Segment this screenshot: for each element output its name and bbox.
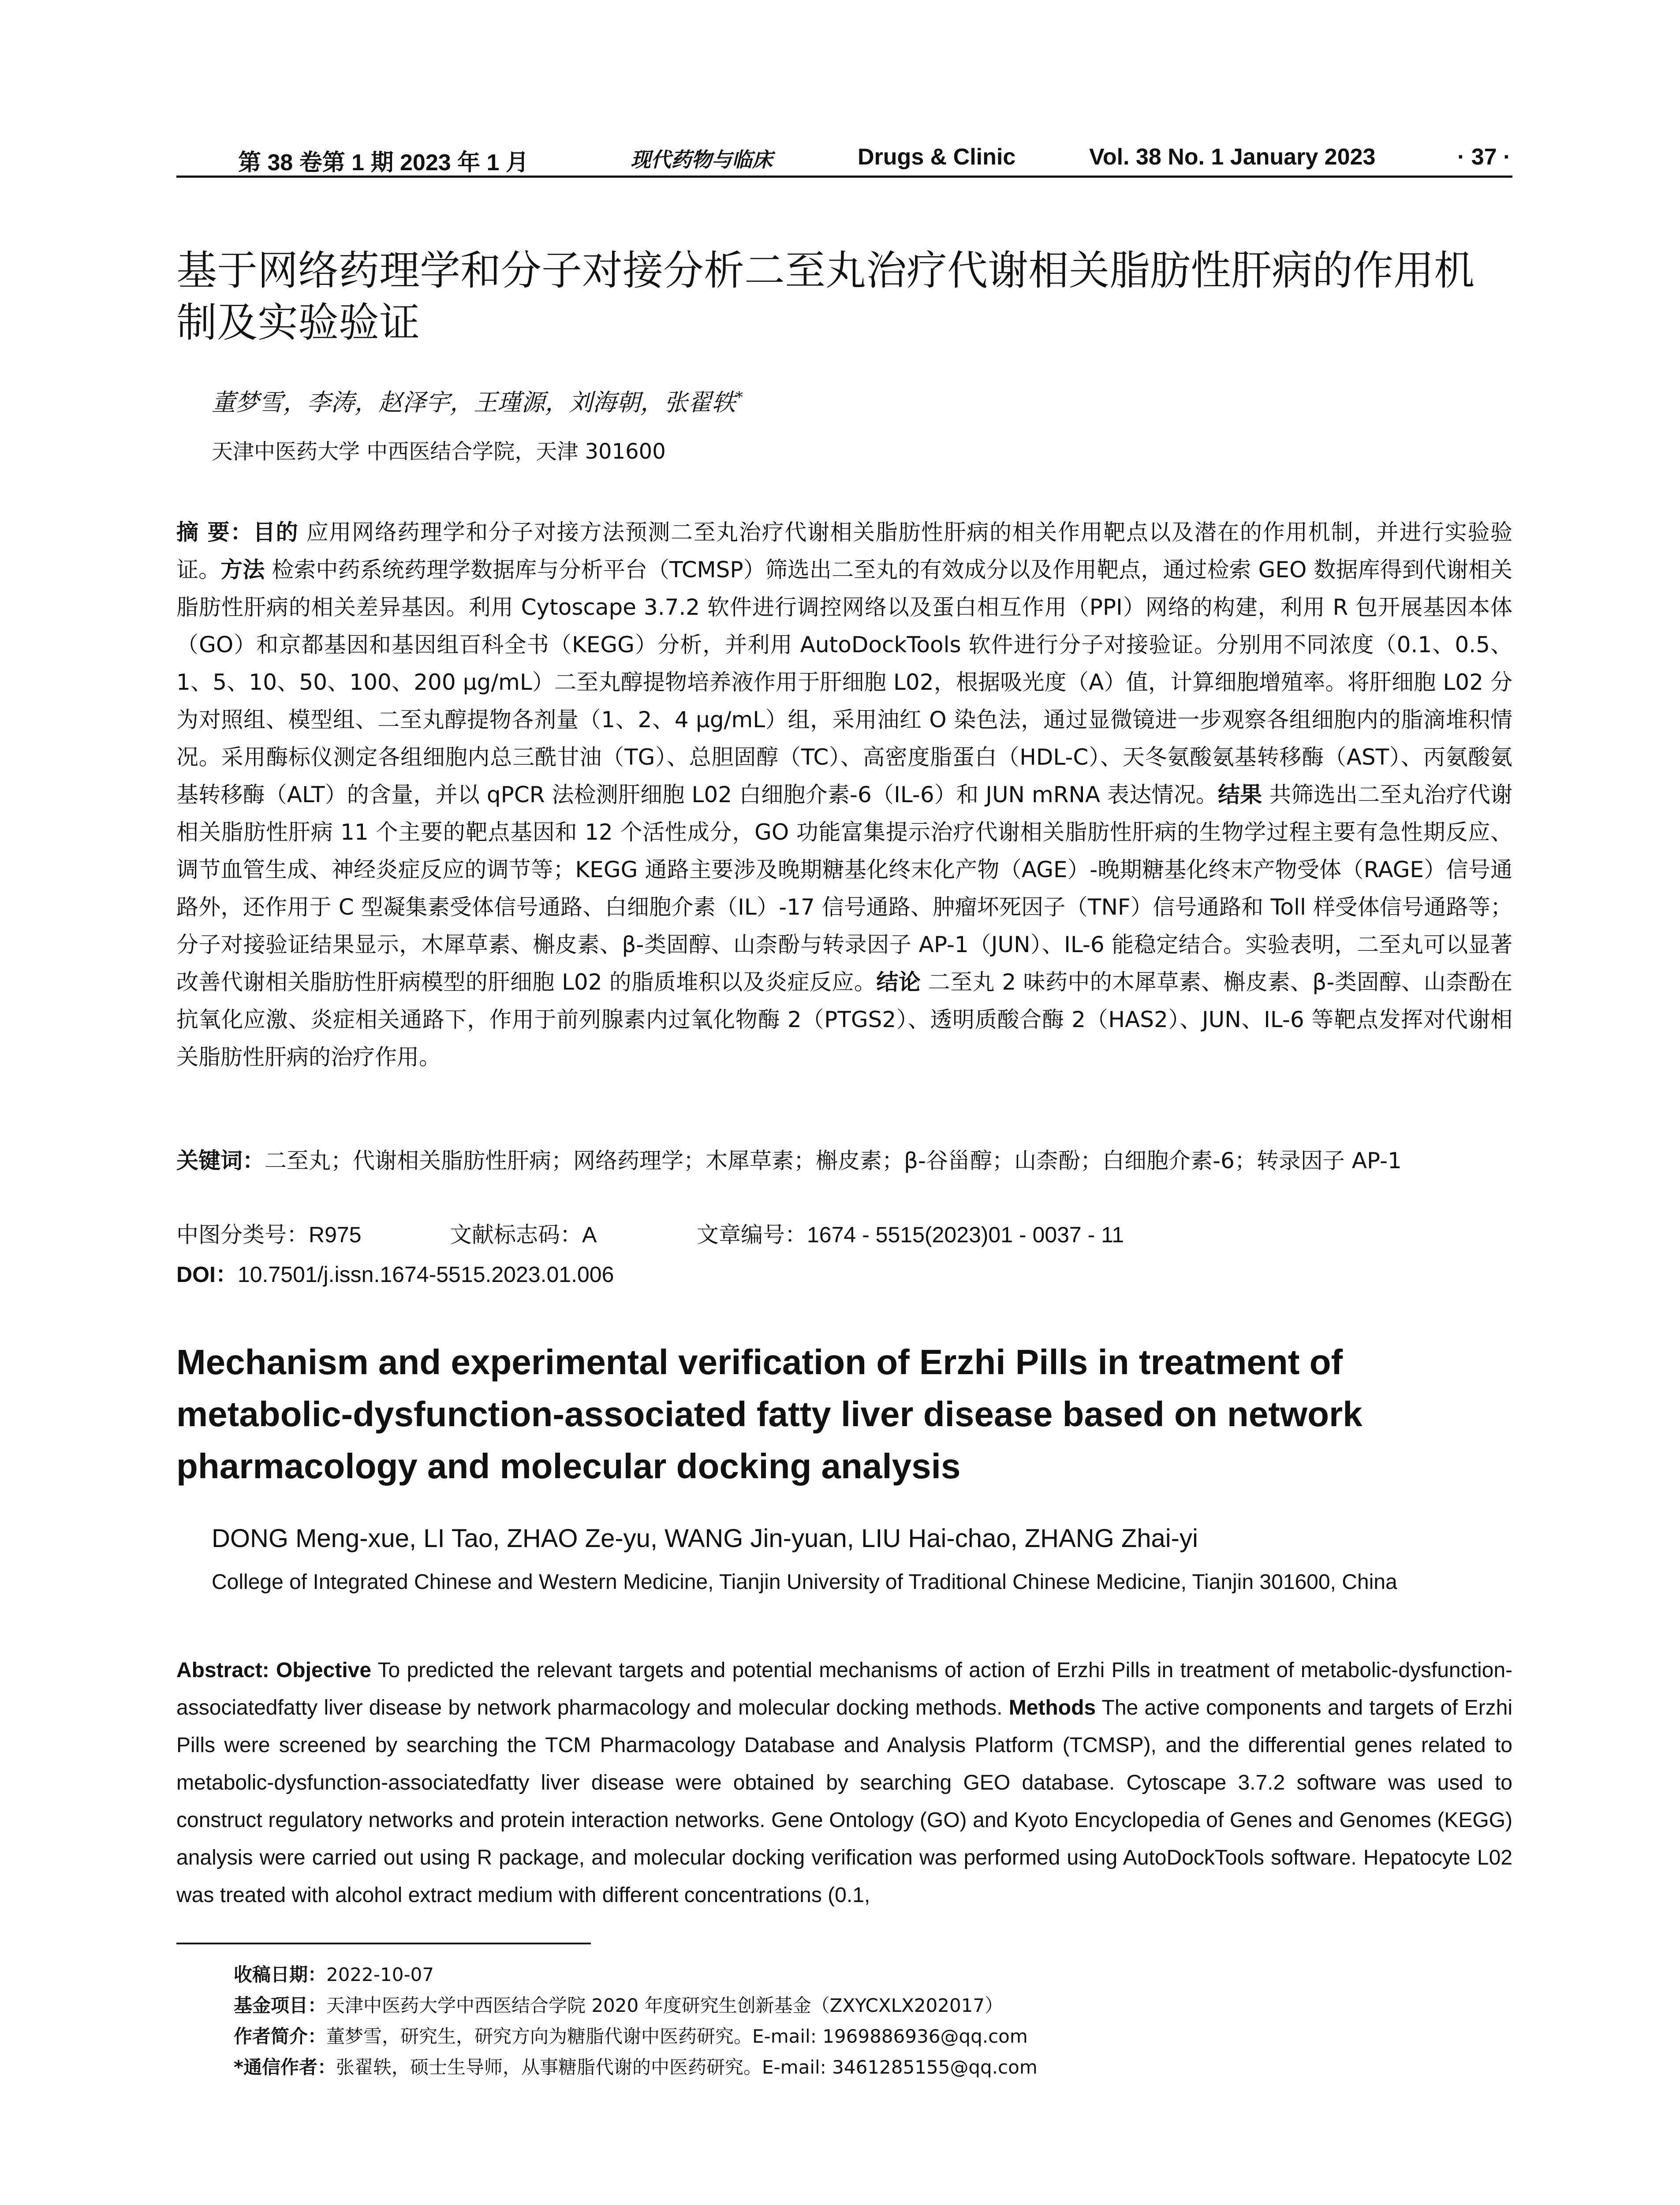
objective-label-cn: 目的 [253, 519, 299, 545]
methods-label-en: Methods [1008, 1696, 1096, 1719]
authors-en: DONG Meng-xue, LI Tao, ZHAO Ze-yu, WANG Jin-yuan, LIU Hai-chao, ZHANG Zhai-yi [212, 1524, 1198, 1553]
results-text-cn: 共筛选出二至丸治疗代谢相关脂肪性肝病 11 个主要的靶点基因和 12 个活性成分，GO 功能富集提示治疗代谢相关脂肪性肝病的生物学过程主要有急性期反应、调节血管生成、神经炎症反应的调节等；KEGG 通路主要涉及晚期糖基化终末化产物（AGE）-晚期糖基化终末产物受体（RAGE）信号通路外，还作用于 C 型凝集素受体信号通路、白细胞介素（IL）-17 信号通路、肿瘤坏死因子（TNF）信号通路和 Toll 样受体信号通路等；分子对接验证结果显示，木犀草素、槲皮素、β-类固醇、山柰酚与转录因子 AP-1（JUN）、IL-6 能稳定结合。实验表明，二至丸可以显著改善代谢相关脂肪性肝病模型的肝细胞 L02 的脂质堆积以及炎症反应。 [176, 782, 1512, 995]
journal-name-en: Drugs & Clinic [858, 144, 1016, 170]
page-number: · 37 · [1457, 144, 1511, 170]
fund-label: 基金项目： [234, 1995, 327, 2016]
footnote-fund [234, 1991, 1512, 2018]
footnote-divider [176, 1943, 591, 1944]
objective-text-cn: 应用网络药理学和分子对接方法预测二至丸治疗代谢相关脂肪性肝病的相关作用靶点以及潜在的作用机制，并进行实验验证。 [176, 519, 1512, 583]
footnote-corresponding [234, 2053, 1512, 2079]
conclusion-text-cn: 二至丸 2 味药中的木犀草素、槲皮素、β-类固醇、山柰酚在抗氧化应激、炎症相关通路下，作用于前列腺素内过氧化物酶 2（PTGS2）、透明质酸合酶 2（HAS2）、JUN、IL-6 等靶点发挥对代谢相关脂肪性肝病的治疗作用。 [176, 969, 1513, 1070]
footnote-author-bio [234, 2022, 1512, 2048]
methods-label-cn: 方法 [220, 557, 265, 583]
author-bio-text: 董梦雪，研究生，研究方向为糖脂代谢中医药研究。E-mail: 1969886936@qq.com [326, 2026, 1028, 2047]
received-date: 2022-10-07 [326, 1964, 434, 1985]
methods-text-en: The active components and targets of Erzhi Pills were screened by searching the TCM Pharmacology Database and Analysis Platform (TCMSP), and the differential genes related to metabolic-dysfunction-associatedfatty liver disease were obtained by searching GEO database. Cytoscape 3.7.2 software was used to construct regulatory networks and protein interaction networks. Gene Ontology (GO) and Kyoto Encyclopedia of Genes and Genomes (KEGG) analysis were carried out using R package, and molecular docking verification was performed using AutoDockTools software. Hepatocyte L02 was treated with alcohol extract medium with different concentrations (0.1, [176, 1696, 1513, 1907]
abstract-en [176, 1652, 1512, 1914]
methods-text-cn: 检索中药系统药理学数据库与分析平台（TCMSP）筛选出二至丸的有效成分以及作用靶点，通过检索 GEO 数据库得到代谢相关脂肪性肝病的相关差异基因。利用 Cytoscape 3.7.2 软件进行调控网络以及蛋白相互作用（PPI）网络的构建，利用 R 包开展基因本体（GO）和京都基因和基因组百科全书（KEGG）分析，并利用 AutoDockTools 软件进行分子对接验证。分别用不同浓度（0.1、0.5、1、5、10、50、100、200 μg/mL）二至丸醇提物培养液作用于肝细胞 L02，根据吸光度（A）值，计算细胞增殖率。将肝细胞 L02 分为对照组、模型组、二至丸醇提物各剂量（1、2、4 μg/mL）组，采用油红 O 染色法，通过显微镜进一步观察各组细胞内的脂滴堆积情况。采用酶标仪测定各组细胞内总三酰甘油（TG）、总胆固醇（TC）、高密度脂蛋白（HDL-C）、天冬氨酸氨基转移酶（AST）、丙氨酸氨基转移酶（ALT）的含量，并以 qPCR 法检测肝细胞 L02 白细胞介素-6（IL-6）和 JUN mRNA 表达情况。 [176, 557, 1513, 807]
keywords-label-cn: 关键词： [176, 1148, 265, 1174]
keywords-text-cn: 二至丸；代谢相关脂肪性肝病；网络药理学；木犀草素；槲皮素；β-谷甾醇；山柰酚；白细胞介素-6；转录因子 AP-1 [265, 1148, 1402, 1174]
issue-info-cn: 第 38 卷第 1 期 2023 年 1 月 [238, 150, 529, 176]
authors-cn [212, 384, 743, 418]
title-en: Mechanism and experimental verification of Erzhi Pills in treatment of metabolic-dysfunction-associated fatty liver disease based on network pharmacology and molecular docking analysis [176, 1342, 1363, 1486]
classification-line [176, 1217, 1512, 1252]
document-code: 文献标志码：A [450, 1222, 597, 1247]
article-number: 文章编号：1674 - 5515(2023)01 - 0037 - 11 [697, 1222, 1124, 1247]
corresponding-text: 张翟轶，硕士生导师，从事糖脂代谢的中医药研究。E-mail: 3461285155@qq.com [336, 2056, 1038, 2078]
authors-cn-names: 董梦雪，李涛，赵泽宇，王瑾源，刘海朝，张翟轶 [212, 389, 735, 416]
footnote-received [234, 1960, 1512, 1987]
corresponding-mark: * [735, 389, 743, 406]
author-bio-label: 作者简介： [234, 2026, 327, 2047]
volume-info-en: Vol. 38 No. 1 January 2023 [1089, 144, 1376, 170]
conclusion-label-cn: 结论 [876, 969, 921, 995]
received-label: 收稿日期： [234, 1964, 327, 1985]
doi-label: DOI： [176, 1262, 238, 1287]
title-cn: 基于网络药理学和分子对接分析二至丸治疗代谢相关脂肪性肝病的作用机制及实验验证 [176, 247, 1475, 346]
doi-value: 10.7501/j.issn.1674-5515.2023.01.006 [237, 1262, 614, 1287]
doi [176, 1257, 614, 1289]
affiliation-en: College of Integrated Chinese and Western Medicine, Tianjin University of Traditional Chinese Medicine, Tianjin 301600, China [212, 1570, 1397, 1594]
fund-text: 天津中医药大学中西医结合学院 2020 年度研究生创新基金（ZXYCXLX202017） [326, 1995, 1004, 2016]
keywords-cn [176, 1142, 1512, 1180]
affiliation-cn: 天津中医药大学 中西医结合学院，天津 301600 [212, 439, 666, 464]
journal-name-cn: 现代药物与临床 [631, 148, 773, 172]
results-label-cn: 结果 [1217, 782, 1262, 807]
running-header [176, 140, 1512, 178]
abstract-label-cn: 摘 要： [176, 519, 253, 545]
clc-number: 中图分类号：R975 [176, 1222, 362, 1247]
abstract-cn [176, 514, 1512, 1076]
abstract-label-en: Abstract: Objective [176, 1659, 372, 1682]
objective-text-en: To predicted the relevant targets and potential mechanisms of action of Erzhi Pills in treatment of metabolic-dysfunction-associatedfatty liver disease by network pharmacology and molecular docking methods. [176, 1659, 1513, 1719]
corresponding-label: *通信作者： [234, 2056, 336, 2078]
